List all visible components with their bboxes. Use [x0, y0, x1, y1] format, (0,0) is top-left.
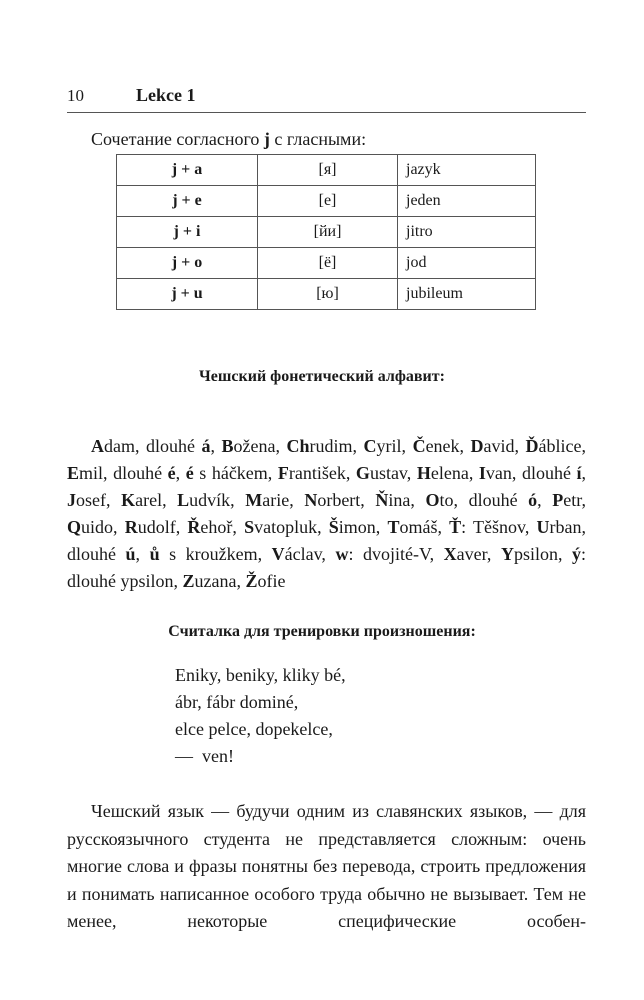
alphabet-text-run: udolf, — [137, 517, 188, 537]
alphabet-text-run: áblice, — [538, 436, 587, 456]
alphabet-text-run: rantišek, — [288, 463, 356, 483]
alphabet-text-run: : dlouhé ypsilon, — [67, 544, 586, 591]
alphabet-text-run: , — [175, 463, 186, 483]
alphabet-bold-letter: B — [221, 436, 234, 456]
alphabet-bold-letter: T — [387, 517, 400, 537]
alphabet-bold-letter: ú — [125, 544, 136, 564]
alphabet-bold-letter: C — [363, 436, 377, 456]
table-row — [117, 279, 536, 310]
alphabet-text-run: avid, — [483, 436, 526, 456]
alphabet-bold-letter: á — [201, 436, 211, 456]
alphabet-bold-letter: Q — [67, 517, 82, 537]
alphabet-text-run: udvík, — [189, 490, 246, 510]
alphabet-bold-letter: L — [177, 490, 190, 510]
rhyme-line: Eniky, beniky, kliky bé, — [175, 665, 346, 685]
alphabet-bold-letter: Ň — [375, 490, 389, 510]
alphabet-bold-letter: H — [416, 463, 431, 483]
alphabet-bold-letter: D — [470, 436, 484, 456]
alphabet-bold-letter: V — [271, 544, 285, 564]
combo-cell: j + e — [117, 186, 258, 217]
alphabet-bold-letter: ý — [571, 544, 581, 564]
alphabet-text-run: ofie — [257, 571, 286, 591]
alphabet-text-run: omáš, — [399, 517, 450, 537]
alphabet-text-run: áclav, — [284, 544, 336, 564]
table-row — [117, 217, 536, 248]
example-cell: jazyk — [398, 155, 536, 186]
alphabet-bold-letter: F — [277, 463, 289, 483]
alphabet-text-run: ustav, — [369, 463, 417, 483]
alphabet-text-run: ehoř, — [200, 517, 245, 537]
alphabet-bold-letter: O — [425, 490, 440, 510]
caption-text-end: с гласными: — [269, 129, 367, 149]
alphabet-text-run: osef, — [76, 490, 122, 510]
body-paragraph: Чешский язык — будучи одним из славянских языков, — для русскоязычного студента не представляется сложным: очень многие слова и фразы понятны без перевода, строить предложения и понимать написанное особого труда обычно не вызывает. Тем не менее, некоторые специфические особен- — [67, 801, 586, 931]
table-row — [117, 186, 536, 217]
alphabet-bold-letter: Ď — [525, 436, 539, 456]
alphabet-bold-letter: é — [167, 463, 176, 483]
alphabet-bold-letter: Ř — [187, 517, 201, 537]
alphabet-bold-letter: í — [576, 463, 582, 483]
alphabet-text-run: arel, — [135, 490, 178, 510]
alphabet-text-run: : dvojité-V, — [348, 544, 444, 564]
alphabet-title: Чешский фонетический алфавит: — [199, 368, 445, 385]
alphabet-text-run: s kroužkem, — [159, 544, 272, 564]
alphabet-bold-letter: K — [121, 490, 136, 510]
alphabet-text-run: , — [581, 463, 587, 483]
alphabet-bold-letter: N — [304, 490, 318, 510]
rhyme-line: ábr, fábr dominé, — [175, 692, 299, 712]
sound-cell: [ё] — [258, 248, 398, 279]
alphabet-text-run: mil, dlouhé — [79, 463, 168, 483]
alphabet-bold-letter: ó — [528, 490, 538, 510]
combo-cell: j + i — [117, 217, 258, 248]
alphabet-text-run: dlouhé — [468, 490, 529, 510]
consonant-j-table — [116, 154, 536, 310]
alphabet-text-run: vatopluk, — [254, 517, 329, 537]
alphabet-text-run: elena, — [430, 463, 479, 483]
example-cell: jitro — [398, 217, 536, 248]
sound-cell: [я] — [258, 155, 398, 186]
alphabet-text-run: ožena, — [233, 436, 287, 456]
alphabet-bold-letter: ů — [149, 544, 160, 564]
alphabet-bold-letter: J — [67, 490, 76, 510]
alphabet-text-run: to, — [439, 490, 469, 510]
alphabet-bold-letter: Š — [328, 517, 339, 537]
alphabet-bold-letter: P — [552, 490, 564, 510]
phonetic-alphabet-text — [67, 433, 586, 595]
alphabet-bold-letter: é — [185, 463, 194, 483]
alphabet-text-run: , — [210, 436, 222, 456]
example-cell: jeden — [398, 186, 536, 217]
alphabet-text-run: uido, — [81, 517, 125, 537]
rhyme-title: Считалка для тренировки произношения: — [168, 623, 476, 640]
table-row — [117, 155, 536, 186]
alphabet-bold-letter: A — [91, 436, 104, 456]
alphabet-text-run: uzana, — [194, 571, 246, 591]
alphabet-bold-letter: M — [245, 490, 263, 510]
alphabet-text-run: orbert, — [317, 490, 376, 510]
alphabet-text-run: yril, — [376, 436, 413, 456]
alphabet-text-run: enek, — [425, 436, 471, 456]
example-cell: jod — [398, 248, 536, 279]
combo-cell: j + a — [117, 155, 258, 186]
alphabet-text-run: rban, dlouhé — [67, 517, 587, 564]
example-cell: jubileum — [398, 279, 536, 310]
alphabet-bold-letter: Ť — [449, 517, 462, 537]
rhyme-line: — ven! — [175, 746, 234, 766]
caption-bold-letter: j — [263, 129, 270, 149]
alphabet-text-run: imon, — [338, 517, 388, 537]
alphabet-bold-letter: Z — [182, 571, 195, 591]
alphabet-bold-letter: Y — [500, 544, 514, 564]
alphabet-bold-letter: G — [355, 463, 370, 483]
alphabet-text-run: rudim, — [309, 436, 364, 456]
alphabet-text-run: dam, dlouhé — [104, 436, 202, 456]
alphabet-bold-letter: Ž — [245, 571, 258, 591]
combo-cell: j + o — [117, 248, 258, 279]
alphabet-bold-letter: U — [536, 517, 550, 537]
alphabet-text-run: : Těšnov, — [461, 517, 537, 537]
alphabet-text-run: etr, — [563, 490, 586, 510]
alphabet-bold-letter: R — [124, 517, 138, 537]
rhyme-line: elce pelce, dopekelce, — [175, 719, 333, 739]
alphabet-bold-letter: S — [244, 517, 255, 537]
alphabet-text-run: s háčkem, — [193, 463, 278, 483]
alphabet-bold-letter: w — [335, 544, 349, 564]
alphabet-text-run: van, dlouhé — [485, 463, 577, 483]
alphabet-bold-letter: E — [67, 463, 80, 483]
alphabet-text-run: , — [135, 544, 150, 564]
combo-cell: j + u — [117, 279, 258, 310]
alphabet-text-run: ina, — [388, 490, 426, 510]
alphabet-text-run: psilon, — [513, 544, 572, 564]
alphabet-bold-letter: Ch — [286, 436, 310, 456]
sound-cell: [е] — [258, 186, 398, 217]
counting-rhyme — [175, 662, 346, 770]
alphabet-text-run: aver, — [456, 544, 501, 564]
header-rule — [67, 112, 586, 113]
alphabet-bold-letter: Č — [412, 436, 426, 456]
sound-cell: [ю] — [258, 279, 398, 310]
alphabet-bold-letter: X — [443, 544, 457, 564]
table-caption — [91, 129, 366, 150]
page-number: 10 — [67, 86, 84, 105]
alphabet-text-run: arie, — [262, 490, 305, 510]
table-row — [117, 248, 536, 279]
alphabet-bold-letter: I — [478, 463, 486, 483]
sound-cell: [йи] — [258, 217, 398, 248]
alphabet-text-run: , — [537, 490, 553, 510]
caption-text: Сочетание согласного — [91, 129, 264, 149]
running-title: Lekce 1 — [136, 85, 196, 105]
